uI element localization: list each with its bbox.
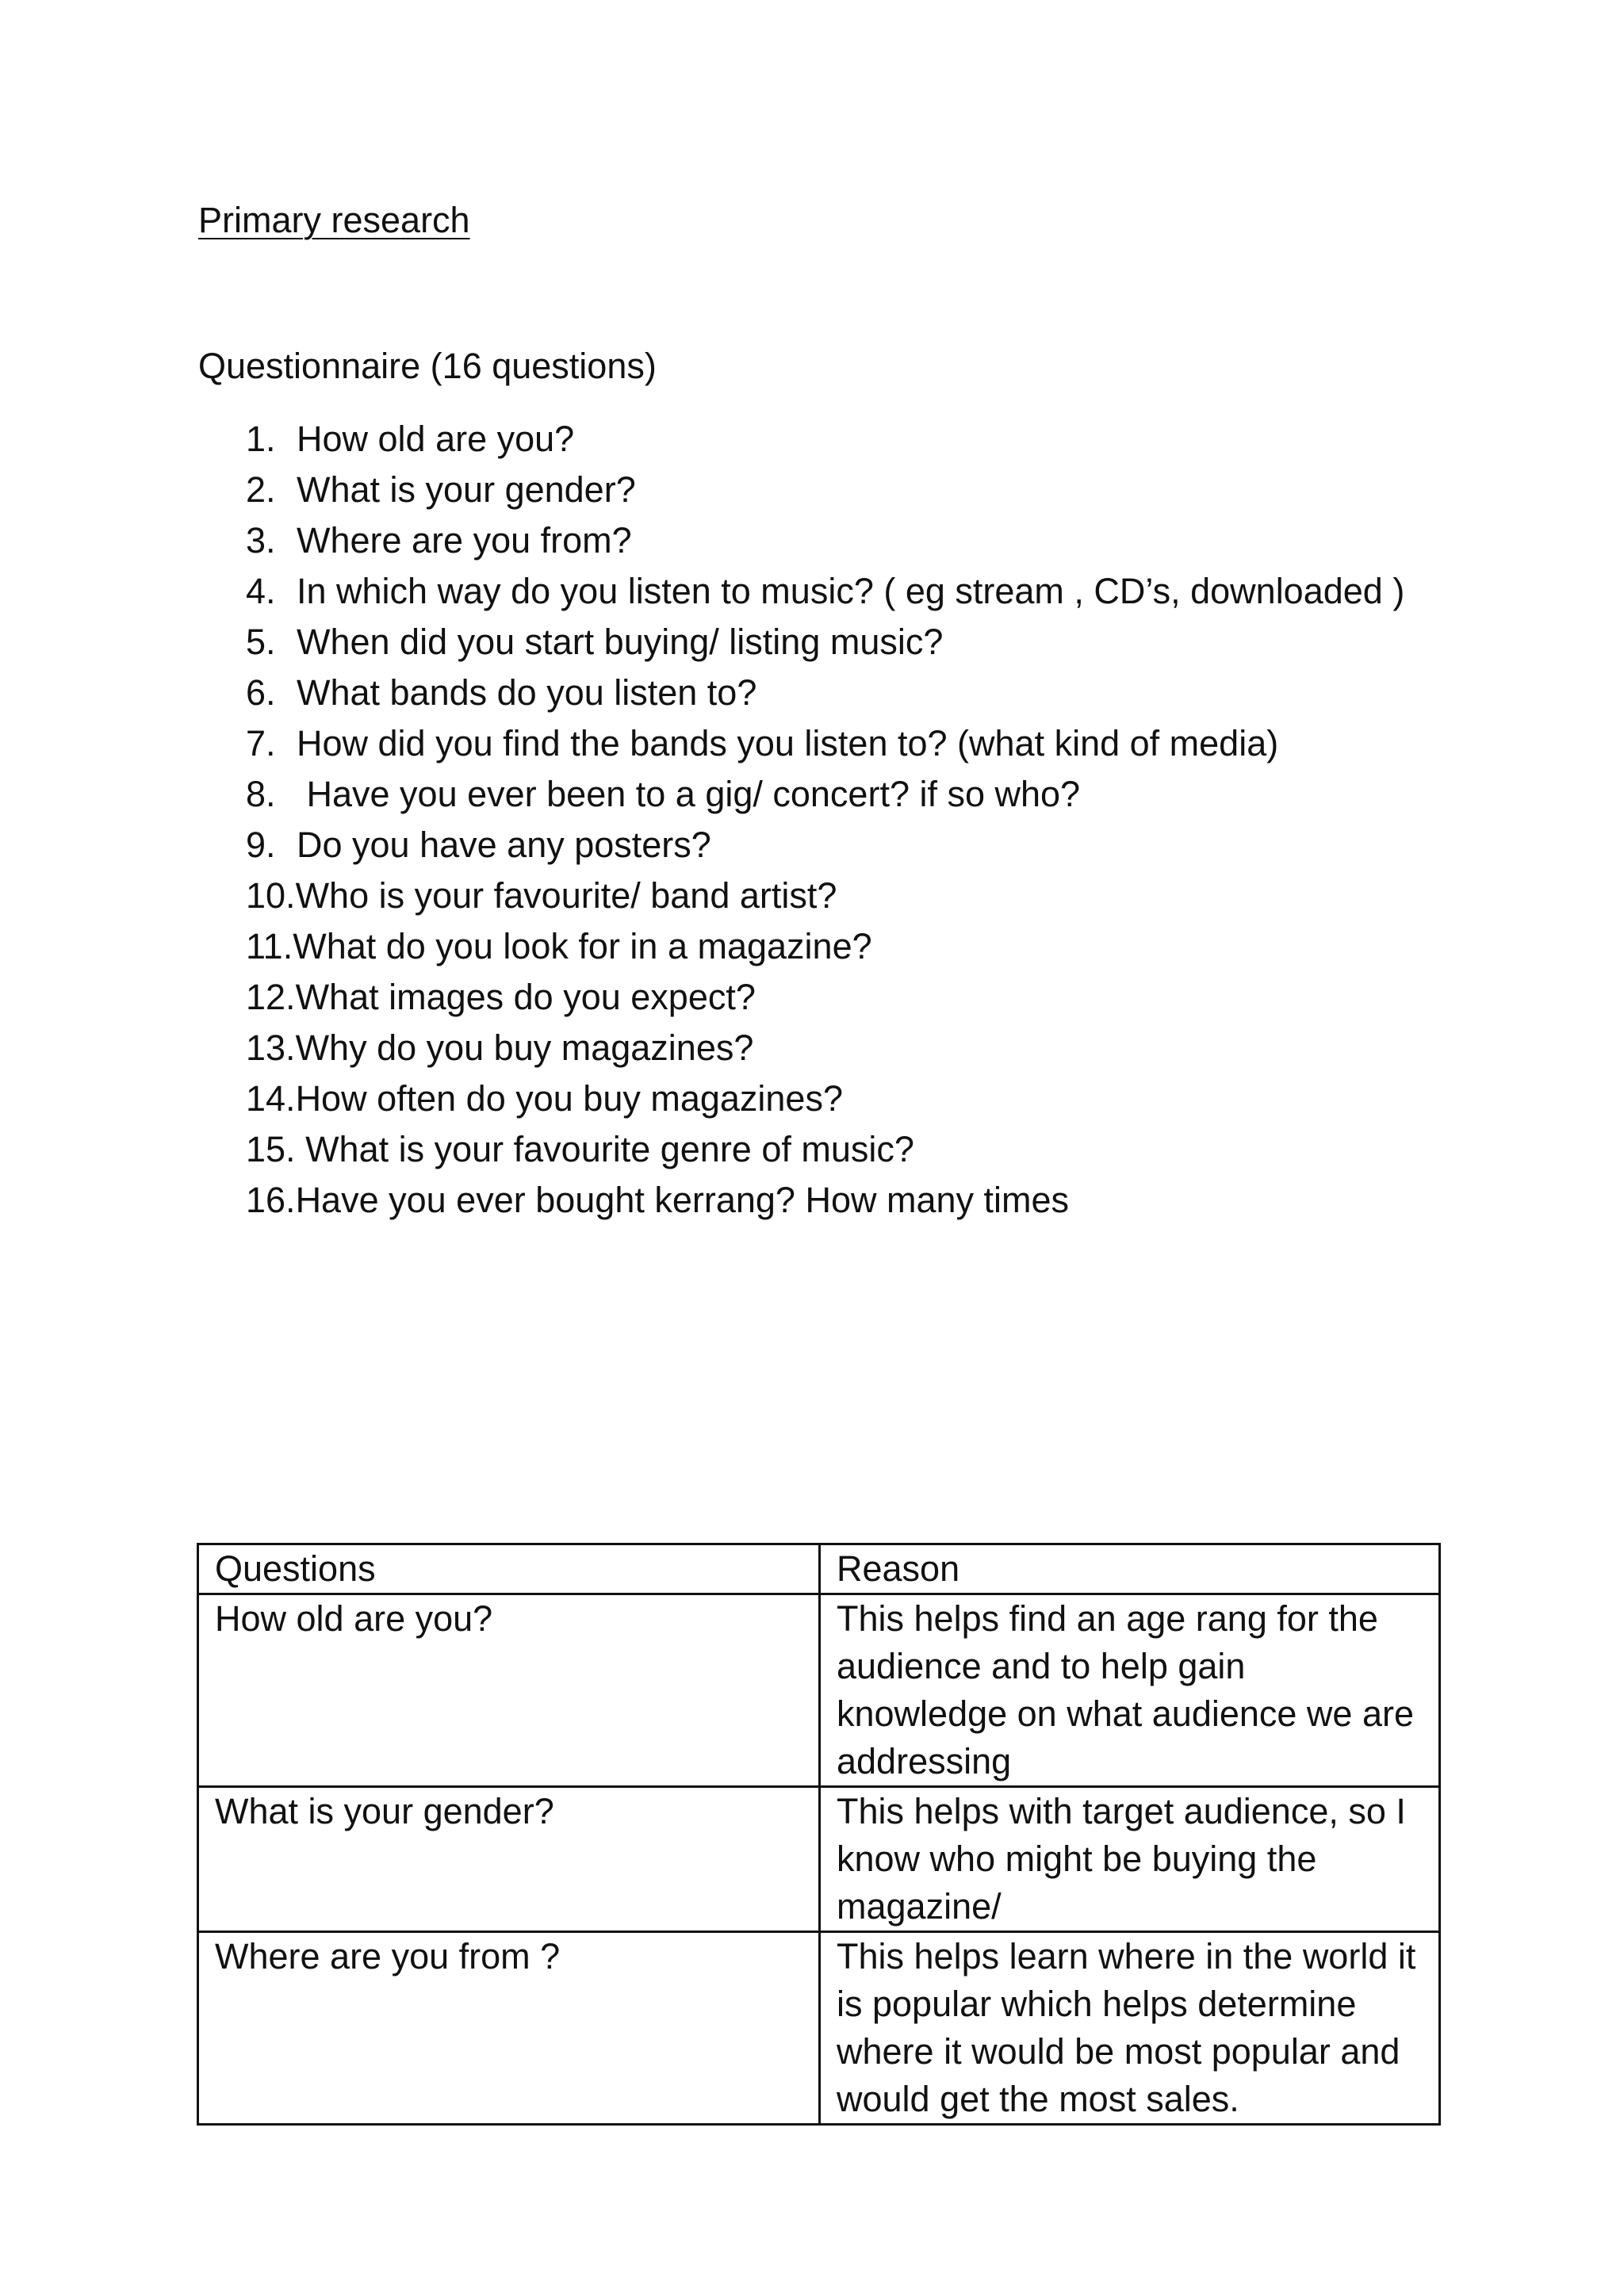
- list-item: [246, 566, 1404, 617]
- table-cell-reason: This helps with target audience, so I know who might be buying the magazine/: [820, 1787, 1440, 1932]
- question-number: 14.: [246, 1078, 296, 1119]
- table-cell-question: How old are you?: [198, 1594, 820, 1787]
- table-cell-question: What is your gender?: [198, 1787, 820, 1932]
- table-cell-question: Where are you from ?: [198, 1932, 820, 2125]
- question-list: [246, 414, 1404, 1226]
- question-text: How often do you buy magazines?: [295, 1078, 843, 1119]
- list-item: [246, 820, 1404, 871]
- list-item: [246, 414, 1404, 465]
- question-number: 12.: [246, 977, 296, 1017]
- question-text: How did you find the bands you listen to? (what kind of media): [297, 723, 1279, 763]
- question-number: 4.: [246, 571, 276, 611]
- question-number: 10.: [246, 875, 296, 916]
- table-row: [198, 1594, 1440, 1787]
- table-header-row: [198, 1544, 1440, 1594]
- list-item: [246, 1175, 1404, 1226]
- question-number: 15.: [246, 1129, 296, 1169]
- questionnaire-title: Questionnaire (16 questions): [198, 346, 657, 386]
- question-number: 11.: [246, 926, 293, 966]
- question-text: In which way do you listen to music? ( eg stream , CD’s, downloaded ): [297, 571, 1405, 611]
- list-item: [246, 871, 1404, 921]
- question-number: 3.: [246, 520, 276, 561]
- list-item: [246, 1073, 1404, 1124]
- list-item: [246, 718, 1404, 769]
- list-item: [246, 921, 1404, 972]
- question-text: Do you have any posters?: [297, 825, 711, 865]
- question-text: Why do you buy magazines?: [295, 1027, 754, 1068]
- question-text: What do you look for in a magazine?: [293, 926, 872, 966]
- list-item: [246, 617, 1404, 668]
- table-cell-reason: This helps find an age rang for the audience and to help gain knowledge on what audience we are addressing: [820, 1594, 1440, 1787]
- question-number: 1.: [246, 419, 276, 459]
- questions-column-header: Questions: [198, 1544, 820, 1594]
- list-item: [246, 1124, 1404, 1175]
- question-number: 9.: [246, 825, 276, 865]
- question-text: Have you ever been to a gig/ concert? if so who?: [297, 774, 1081, 814]
- list-item: [246, 769, 1404, 820]
- list-item: [246, 972, 1404, 1023]
- list-item: [246, 1023, 1404, 1073]
- question-number: 16.: [246, 1180, 296, 1220]
- question-number: 7.: [246, 723, 276, 763]
- question-number: 8.: [246, 774, 276, 814]
- question-number: 13.: [246, 1027, 296, 1068]
- question-number: 5.: [246, 622, 276, 662]
- question-reason-table: [197, 1543, 1441, 2126]
- question-text: What is your gender?: [297, 469, 636, 510]
- list-item: [246, 515, 1404, 566]
- reason-column-header: Reason: [820, 1544, 1440, 1594]
- list-item: [246, 668, 1404, 718]
- question-text: What images do you expect?: [295, 977, 756, 1017]
- question-text: When did you start buying/ listing music?: [297, 622, 944, 662]
- question-text: Have you ever bought kerrang? How many times: [295, 1180, 1070, 1220]
- question-text: What is your favourite genre of music?: [295, 1129, 914, 1169]
- question-text: Who is your favourite/ band artist?: [295, 875, 837, 916]
- table-cell-reason: This helps learn where in the world it is popular which helps determine where it would be most popular and would get the most sales.: [820, 1932, 1440, 2125]
- list-item: [246, 465, 1404, 515]
- question-text: How old are you?: [297, 419, 575, 459]
- table-row: [198, 1787, 1440, 1932]
- page-heading: Primary research: [198, 200, 470, 240]
- question-text: What bands do you listen to?: [297, 672, 757, 713]
- table-row: [198, 1932, 1440, 2125]
- question-text: Where are you from?: [297, 520, 632, 561]
- question-number: 2.: [246, 469, 276, 510]
- question-number: 6.: [246, 672, 276, 713]
